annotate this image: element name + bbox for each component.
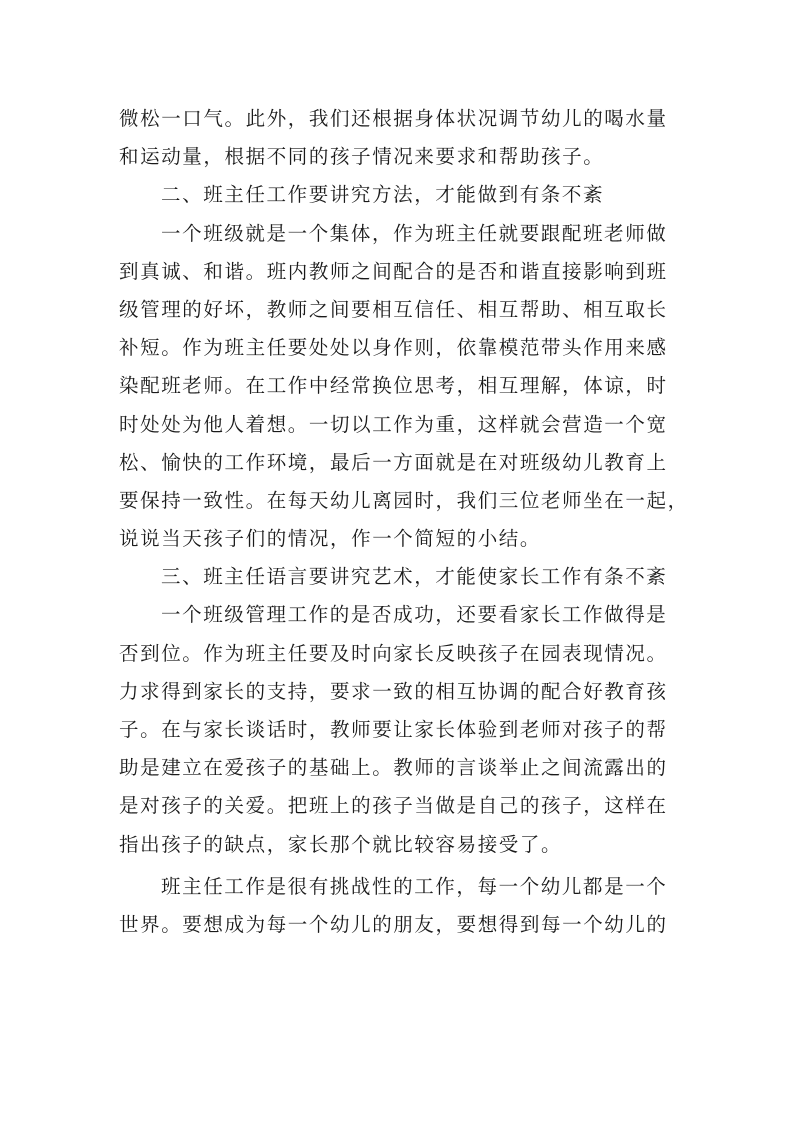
text-line: 时处处为他人着想。一切以工作为重，这样就会营造一个宽 — [119, 412, 668, 436]
section-heading-2: 二、班主任工作要讲究方法，才能做到有条不紊 — [161, 183, 605, 207]
text-line: 级管理的好坏，教师之间要相互信任、相互帮助、相互取长 — [119, 297, 668, 321]
text-line: 染配班老师。在工作中经常换位思考，相互理解，体谅，时 — [119, 374, 668, 398]
text-line: 微松一口气。此外，我们还根据身体状况调节幼儿的喝水量 — [119, 107, 668, 130]
text-line: 指出孩子的缺点，家长那个就比较容易接受了。 — [119, 832, 563, 856]
text-line: 是对孩子的关爱。把班上的孩子当做是自己的孩子，这样在 — [119, 794, 668, 818]
paragraph-start: 一个班级就是一个集体，作为班主任就要跟配班老师做 — [161, 221, 668, 245]
paragraph-start: 一个班级管理工作的是否成功，还要看家长工作做得是 — [161, 603, 668, 627]
text-line: 补短。作为班主任要处处以身作则，依靠模范带头作用来感 — [119, 336, 668, 360]
text-line: 要保持一致性。在每天幼儿离园时，我们三位老师坐在一起， — [119, 488, 689, 512]
text-line: 和运动量，根据不同的孩子情况来要求和帮助孩子。 — [119, 145, 605, 169]
section-heading-3: 三、班主任语言要讲究艺术，才能使家长工作有条不紊 — [161, 565, 668, 589]
text-line: 到真诚、和谐。班内教师之间配合的是否和谐直接影响到班 — [119, 259, 668, 283]
text-line: 松、愉快的工作环境，最后一方面就是在对班级幼儿教育上 — [119, 450, 668, 474]
text-line: 否到位。作为班主任要及时向家长反映孩子在园表现情况。 — [119, 641, 668, 665]
text-line: 说说当天孩子们的情况，作一个简短的小结。 — [119, 527, 542, 551]
text-line: 力求得到家长的支持，要求一致的相互协调的配合好教育孩 — [119, 679, 668, 703]
document-body — [119, 100, 689, 944]
paragraph-start: 班主任工作是很有挑战性的工作，每一个幼儿都是一个 — [161, 874, 668, 898]
text-line: 子。在与家长谈话时，教师要让家长体验到老师对孩子的帮 — [119, 718, 668, 741]
text-line: 助是建立在爱孩子的基础上。教师的言谈举止之间流露出的 — [119, 756, 668, 780]
text-line: 世界。要想成为每一个幼儿的朋友，要想得到每一个幼儿的 — [119, 912, 668, 936]
